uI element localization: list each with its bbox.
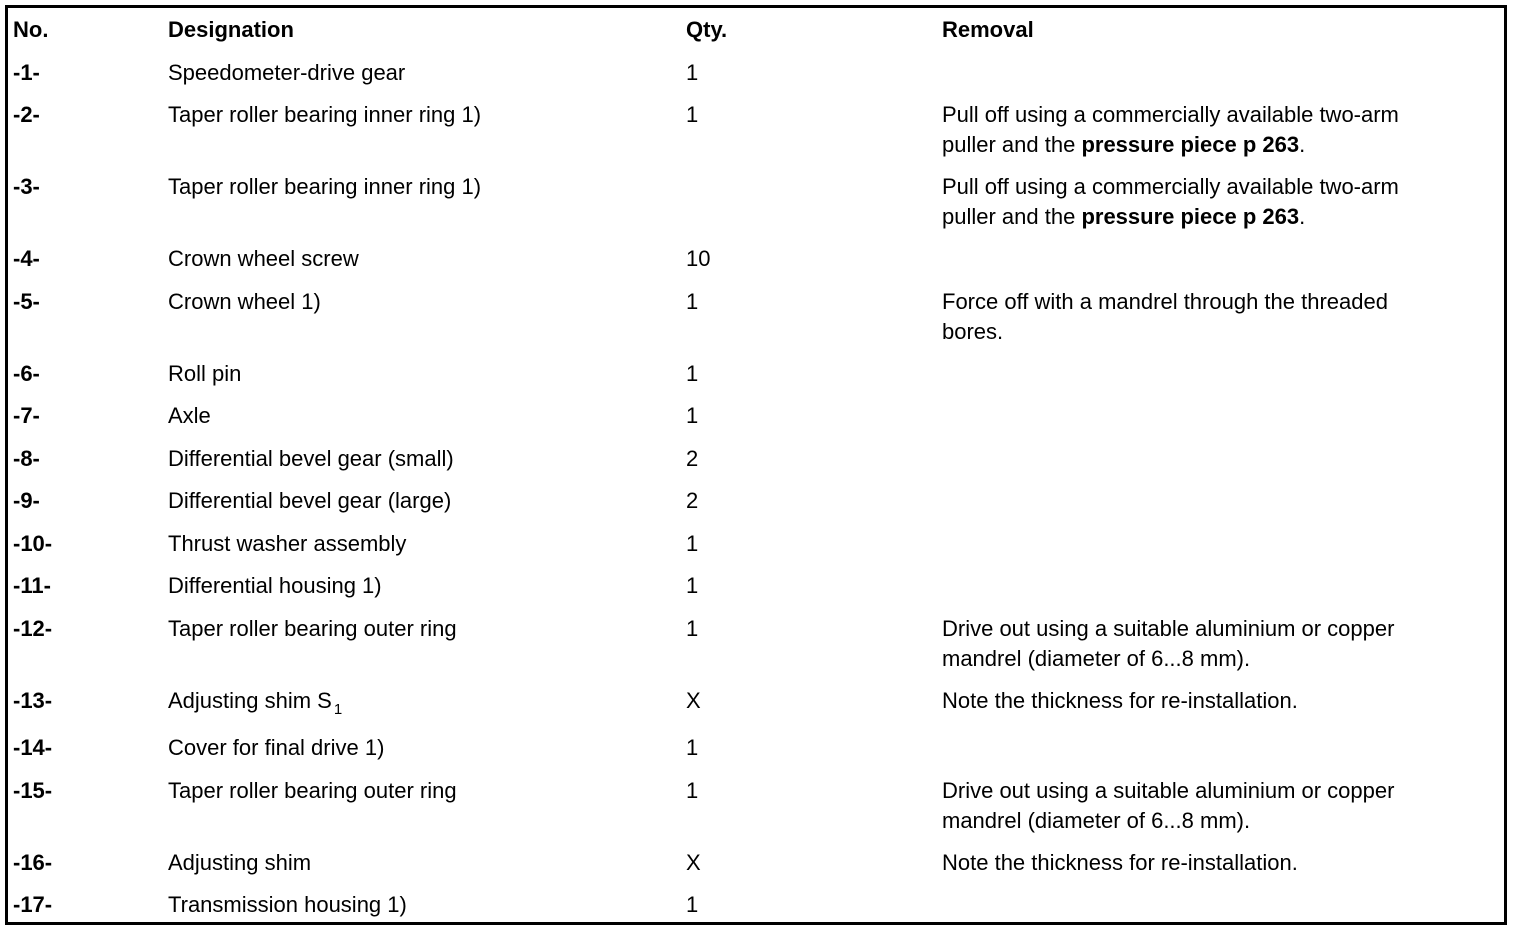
row-no: -2- [13, 102, 40, 127]
row-qty: 1 [686, 531, 699, 556]
header-removal: Removal [942, 17, 1034, 42]
row-qty: 1 [686, 403, 699, 428]
row-no: -9- [13, 488, 40, 513]
row-no: -16- [13, 850, 53, 875]
row-no: -15- [13, 778, 53, 803]
row-qty: X [686, 688, 701, 713]
row-no: -11- [13, 573, 51, 598]
row-qty: X [686, 850, 701, 875]
row-no: -4- [13, 246, 40, 271]
row-designation: Taper roller bearing inner ring 1) [168, 102, 482, 127]
header-no: No. [13, 17, 49, 42]
row-designation: Crown wheel 1) [168, 289, 321, 314]
removal-line: . [1299, 204, 1306, 229]
subscript: 1 [333, 701, 343, 718]
removal-line: puller and the [942, 204, 1082, 229]
row-qty: 1 [686, 289, 699, 314]
removal-line: Pull off using a commercially available two-arm [942, 102, 1399, 127]
removal-line: puller and the [942, 132, 1082, 157]
row-designation: Cover for final drive 1) [168, 735, 385, 760]
row-qty: 1 [686, 616, 699, 641]
removal-line: . [1299, 132, 1306, 157]
row-no: -7- [13, 403, 40, 428]
row-designation: Axle [168, 403, 211, 428]
row-removal: Note the thickness for re-installation. [942, 850, 1298, 875]
row-designation: Roll pin [168, 361, 242, 386]
row-designation: Speedometer-drive gear [168, 60, 406, 85]
row-no: -13- [13, 688, 53, 713]
row-designation: Taper roller bearing outer ring [168, 616, 457, 641]
row-no: -8- [13, 446, 40, 471]
row-designation: Differential housing 1) [168, 573, 382, 598]
designation-text: Adjusting shim S [168, 688, 332, 713]
row-removal [942, 776, 1394, 836]
row-no: -17- [13, 892, 53, 917]
row-no: -14- [13, 735, 53, 760]
header-qty: Qty. [686, 17, 728, 42]
row-designation: Taper roller bearing outer ring [168, 778, 457, 803]
row-designation: Adjusting shim [168, 850, 312, 875]
row-qty: 1 [686, 361, 699, 386]
row-qty: 1 [686, 102, 699, 127]
row-removal: Note the thickness for re-installation. [942, 688, 1298, 713]
row-designation: Differential bevel gear (small) [168, 446, 454, 471]
header-designation: Designation [168, 17, 294, 42]
row-designation [168, 686, 342, 719]
row-qty: 1 [686, 573, 699, 598]
row-qty: 1 [686, 892, 699, 917]
row-removal [942, 172, 1399, 232]
removal-line: mandrel (diameter of 6...8 mm). [942, 646, 1251, 671]
row-no: -6- [13, 361, 40, 386]
parts-table [5, 5, 1507, 925]
row-no: -5- [13, 289, 40, 314]
row-qty: 1 [686, 735, 699, 760]
removal-line: Drive out using a suitable aluminium or copper [942, 778, 1395, 803]
tool-reference: pressure piece p 263 [1081, 132, 1300, 157]
removal-line: Force off with a mandrel through the threaded [942, 289, 1388, 314]
row-designation: Thrust washer assembly [168, 531, 407, 556]
removal-line: Pull off using a commercially available two-arm [942, 174, 1399, 199]
row-designation: Transmission housing 1) [168, 892, 407, 917]
row-no: -1- [13, 60, 40, 85]
row-removal [942, 614, 1394, 674]
row-qty: 1 [686, 60, 699, 85]
row-designation: Differential bevel gear (large) [168, 488, 452, 513]
removal-line: Drive out using a suitable aluminium or copper [942, 616, 1395, 641]
row-removal [942, 287, 1388, 347]
row-qty: 2 [686, 446, 699, 471]
row-no: -10- [13, 531, 53, 556]
tool-reference: pressure piece p 263 [1081, 204, 1300, 229]
removal-line: bores. [942, 319, 1004, 344]
row-designation: Taper roller bearing inner ring 1) [168, 174, 482, 199]
row-no: -3- [13, 174, 40, 199]
row-designation: Crown wheel screw [168, 246, 359, 271]
removal-line: mandrel (diameter of 6...8 mm). [942, 808, 1251, 833]
row-removal [942, 100, 1399, 160]
row-qty: 10 [686, 246, 711, 271]
row-no: -12- [13, 616, 53, 641]
row-qty: 1 [686, 778, 699, 803]
row-qty: 2 [686, 488, 699, 513]
